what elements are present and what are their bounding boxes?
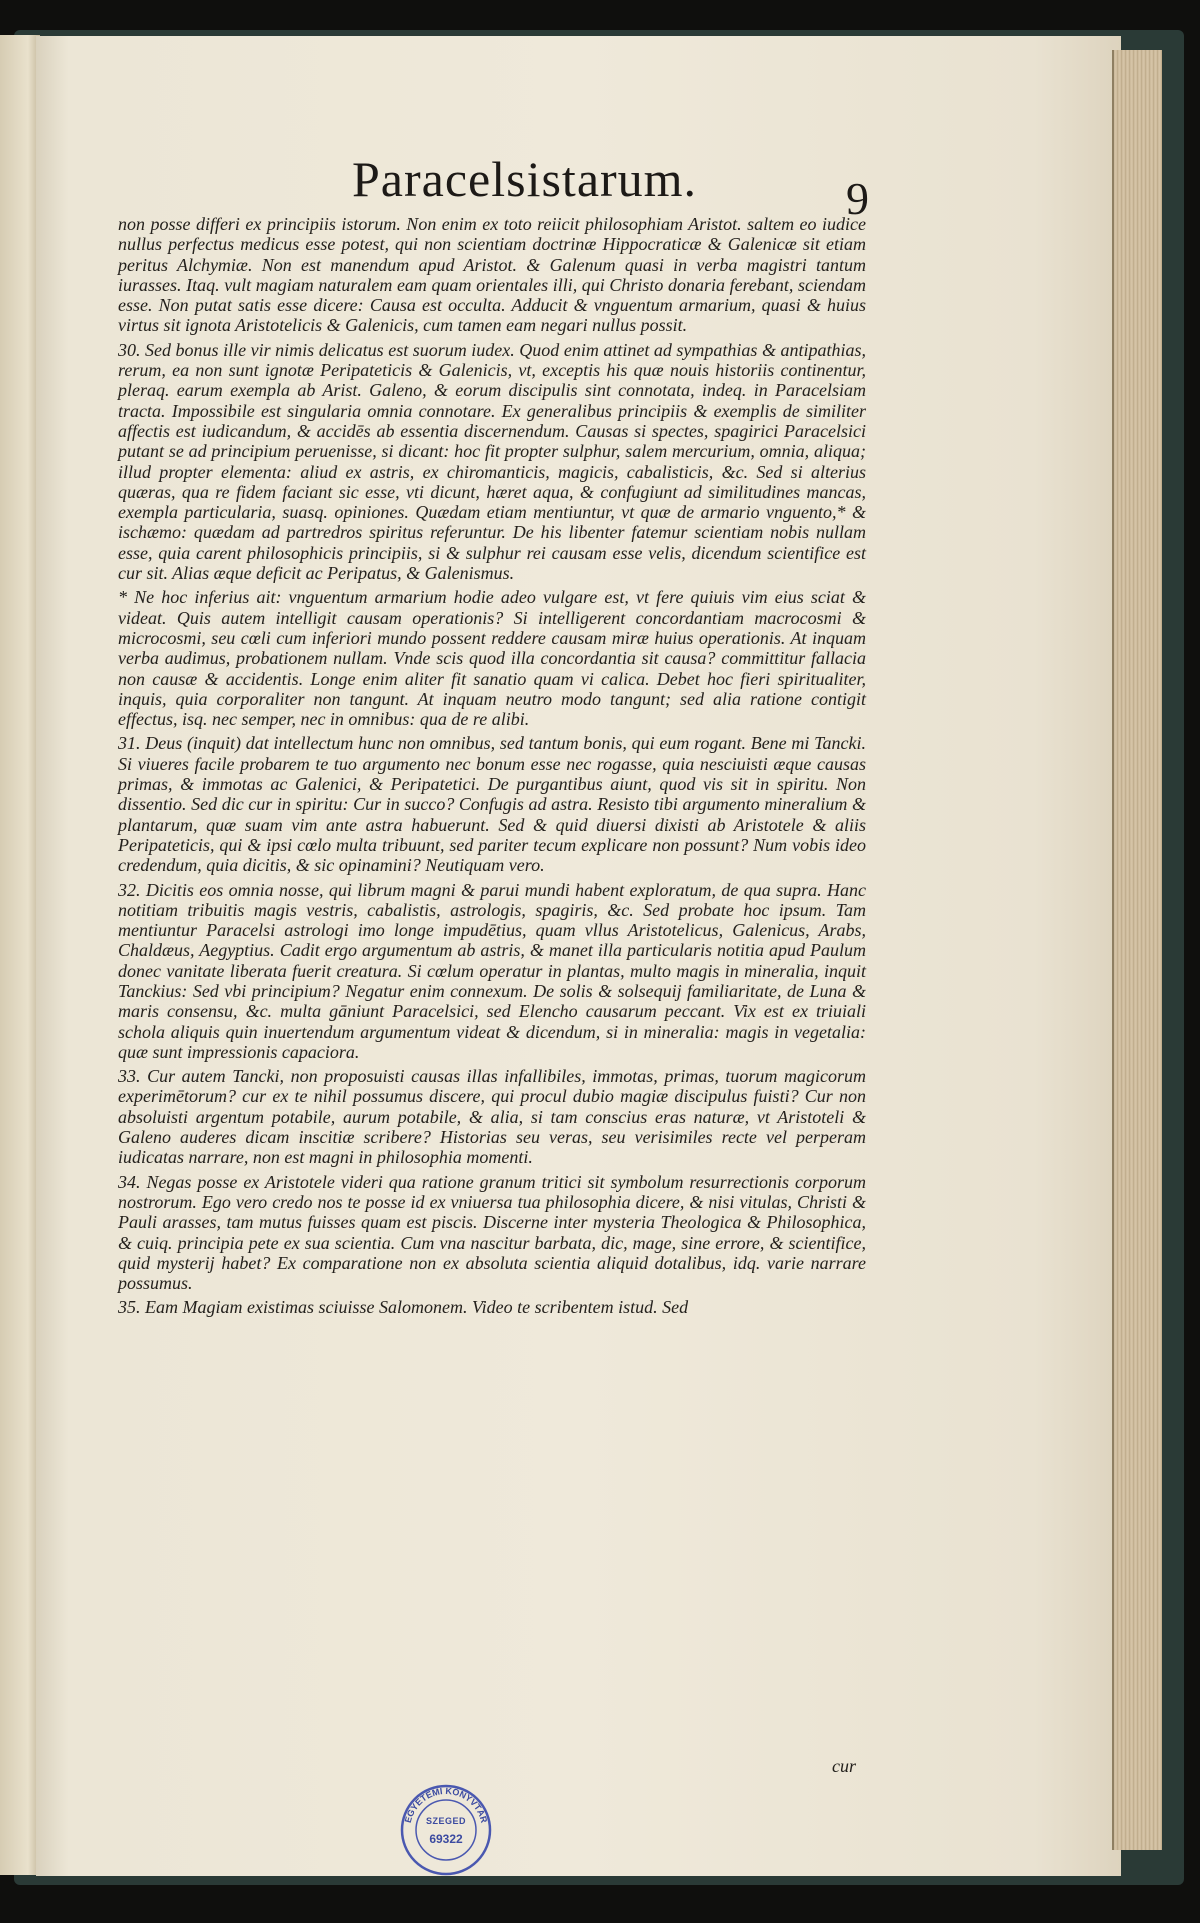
paragraph-35: 35. Eam Magiam existimas sciuisse Salomonem. Video te scribentem istud. Sed <box>118 1297 689 1318</box>
running-head: Paracelsistarum. <box>352 151 698 207</box>
stamp-arc-text: EGYETEMI KÖNYVTÁR <box>402 1785 490 1824</box>
paragraph-30: 30. Sed bonus ille vir nimis delicatus est suorum iudex. Quod enim attinet ad sympathias & antipathias, rerum, ea non sunt ignotæ Peripateticis & Galenicis, vt, exceptis his quæ nouis historiis continentur, pleraq. earum exempla ab Arist. Galeno, & eorum discipulis sint connotata, indeq. in Paracelsiam tracta. Impossibile est singularia omnia connotare. Ex generalibus principiis & exemplis de similiter affectis est iudicandum, & accidēs ab essentia discernendum. Causas si spectes, spagirici Paracelsici putant se ad principium peruenisse, si dicant: hoc fit propter sulphur, salem mercurium, omnia, aliqua; illud propter elementa: aliud ex astris, ex chiromanticis, magicis, cabalisticis, &c. Sed si alterius quæras, qua re fidem faciant sic esse, vti dicunt, hæret aqua, & confugiunt ad similitudines mancas, exempla particularia, suasq. opiniones. Quædam etiam mentiuntur, vt quæ de armario vnguento,* & ischæmo: quædam ad partredros spiritus referuntur. De his libenter fatemur scientiam nobis nullam esse, quia carent philosophicis principiis, si & sulphur rei causam esse velis, dicendum scientifice est cur sit. Alias æque deficit ac Peripatus, & Galenismus. <box>118 339 866 584</box>
paragraph-footnote: * Ne hoc inferius ait: vnguentum armarium hodie adeo vulgare est, vt fere quiuis vim eius sciat & videat. Quis autem intelligit causam operationis? Si intelligerent concordantiam macrocosmi & microcosmi, seu cœli cum inferiori mundo possent reddere causam miræ huius operationis. At inquam verba audimus, probationem nullam. Vnde scis quod illa concordantia sit causa? committitur fallacia non causæ & accidentis. Longe enim aliter fit sanatio quam vi calica. Debet hoc fieri spiritualiter, inquis, quia corporaliter non tangunt. At inquam neutro modo tangunt; sed alia ratione contigit effectus, isq. nec semper, nec in omnibus: qua de re alibi. <box>118 587 866 730</box>
catchword: cur <box>832 1756 856 1776</box>
page-body <box>118 214 866 1322</box>
paragraph-intro: non posse differi ex principiis istorum. Non enim ex toto reiicit philosophiam Aristot. saltem eo iudice nullus perfectus medicus esse potest, qui non scientiam doctrinæ Hippocraticæ & Galenicæ sit etiam peritus Alchymiæ. Non est manendum apud Aristot. & Galenum quasi in verba magistri tantum iurasses. Itaq. vult magiam naturalem eam quam orientales illi, qui Christo donaria ferebant, sciendam esse. Non putat satis esse dicere: Causa est occulta. Adducit & vnguentum armarium, quasi & huius virtus sit ignota Aristotelicis & Galenicis, cum tamen eam negari nullus possit. <box>118 214 866 336</box>
paragraph-33: 33. Cur autem Tancki, non proposuisti causas illas infallibiles, immotas, primas, tuorum magicorum experimētorum? cur ex te nihil possumus discere, qui procul dubio magiæ discipulus fuisti? Cur non absoluisti argentum potabile, aurum potabile, & alia, si tam conscius eras naturæ, vt Aristoteli & Galeno auderes dicam inscitiæ scribere? Historias seu veras, seu verisimiles recte vel perperam iudicatas narrare, non est magni in philosophia momenti. <box>118 1066 866 1168</box>
page-fore-edge <box>1112 50 1162 1850</box>
paragraph-34: 34. Negas posse ex Aristotele videri qua ratione granum tritici sit symbolum resurrectionis corporum nostrorum. Ego vero credo nos te posse id ex vniuersa tua philosophia dicere, & nisi vitulas, Christi & Pauli arasses, tam mutus fuisses quam est piscis. Discerne inter mysteria Theologica & Philosophica, & cuiq. principia pete ex sua scientia. Cum vna nascitur barbata, dic, mage, sine errore, & scientifice, quid mysterij habet? Ex comparatione non ex absoluta scientia aliquid dotalibus, idq. varie narrare possumus. <box>118 1171 866 1294</box>
page-number: 9 <box>846 173 869 224</box>
paragraph-32: 32. Dicitis eos omnia nosse, qui librum magni & parui mundi habent exploratum, de qua supra. Hanc notitiam tribuitis magis vestris, cabalistis, astrologis, spagiris, &c. Sed probate hoc ipsum. Tam mentiuntur Paracelsi astrologi imo longe impudētius, quam vllus Aristotelicus, Galenicus, Arabs, Chaldæus, Aegyptius. Cadit ergo argumentum ab astris, & manet illa particularis notitia apud Paulum donec vanitate liberata fuerit creatura. Si cœlum operatur in plantas, multo magis in mineralia, inquit Tanckius: Sed vbi principium? Negatur enim connexum. De solis & solsequij familiaritate, de Luna & maris consensu, &c. multa gāniunt Paracelsici, sed Elencho causarum peccant. Vix est ex triuiali schola aliquis quin inuertendum argumentum videat & dicendum, si in mineralia: magis in vegetalia: quæ sunt impressionis capaciora. <box>118 879 866 1062</box>
library-stamp <box>398 1782 494 1878</box>
stamp-city: SZEGED <box>425 1816 466 1826</box>
stamp-seal-icon <box>398 1782 494 1878</box>
left-page-edge <box>0 35 40 1875</box>
stamp-number: 69322 <box>429 1832 463 1846</box>
paragraph-31: 31. Deus (inquit) dat intellectum hunc non omnibus, sed tantum bonis, qui eum rogant. Bene mi Tancki. Si viueres facile probarem te tuo argumento nec bonum esse nec rogasse, quia nesciuisti æque causas primas, & immotas ac Galenici, & Peripatetici. De purgantibus aiunt, quod vis sit in spiritu. Non dissentio. Sed dic cur in spiritu: Cur in succo? Confugis ad astra. Resisto tibi argumento mineralium & plantarum, quæ suam vim ante astra habuerunt. Sed & quid diuersi dixisti ab Aristotele & aliis Peripateticis, qui & ipsi cœlo multa tribuunt, sed pariter tecum explicare non possunt? Num vobis ideo credendum, quia dicitis, & sic opinamini? Neutiquam vero. <box>118 733 866 876</box>
